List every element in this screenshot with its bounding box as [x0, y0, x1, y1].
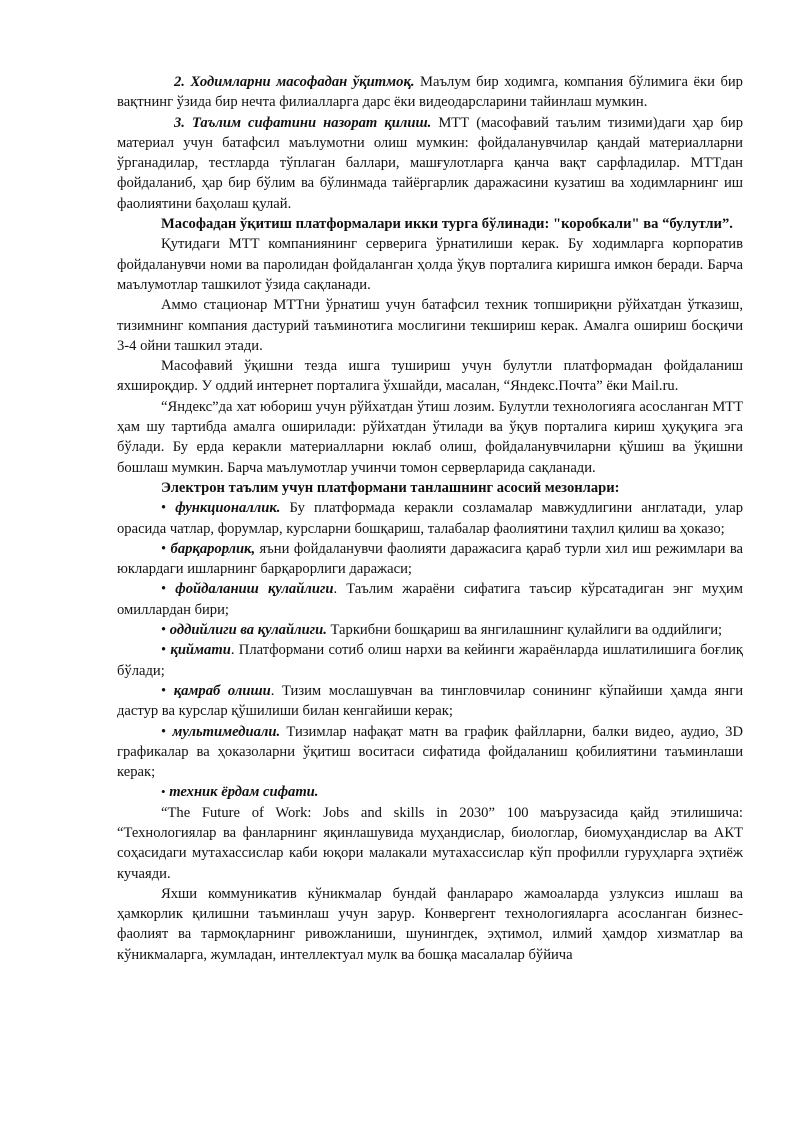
criterion-term: мультимедиали. — [172, 723, 281, 740]
bullet-icon: • — [161, 642, 167, 659]
bullet-icon: • — [161, 622, 167, 639]
paragraph-quality-control — [117, 113, 743, 214]
bullet-icon: • — [161, 784, 166, 800]
criterion-term: қамраб олиши — [173, 682, 271, 699]
criterion-term: функционаллик. — [175, 500, 281, 517]
bullet-icon: • — [161, 682, 167, 699]
criterion-item — [117, 620, 743, 640]
paragraph-cloud-platform: Масофавий ўқишни тезда ишга тушириш учун булутли платформадан фойдаланиш яхшироқдир. У оддий интернет порталига ўхшайди, масалан, “Яндекс.Почта” ёки Mail.ru. — [117, 358, 743, 395]
bullet-icon: • — [161, 723, 167, 740]
criterion-term: барқарорлик, — [170, 540, 256, 557]
paragraph-communication-skills: Яхши коммуникатив кўникмалар бундай фанлараро жамоаларда узлуксиз ишлаш ва ҳамкорлик қилишни таъминлаш учун зарур. Конвергент технологияларга асосланган бизнес-фаолият ва тармоқларнинг ривожланиши, шунингдек, эҳтимол, илмий ҳамдор хизматлар ва кўникмаларга, жумладан, интеллектуал мулк ва бошқа масалалар бўйича — [117, 885, 743, 963]
criterion-item — [117, 539, 743, 580]
criterion-text: Таркибни бошқариш ва янгилашнинг қулайлиги ва оддийлиги; — [326, 622, 723, 639]
bullet-icon: • — [161, 581, 167, 598]
criterion-text: яъни фойдаланувчи фаолияти даражасига қараб турли хил иш режимлари ва юклардаги ишларнинг барқарорлиги даражаси; — [117, 540, 744, 578]
criterion-item — [117, 579, 743, 620]
criterion-term: фойдаланиш қулайлиги — [175, 581, 334, 598]
criterion-term: техник ёрдам сифати. — [169, 784, 319, 801]
paragraph-stationary-lms: Аммо стационар МТТни ўрнатиш учун батафсил техник топшириқни рўйхатдан ўтказиш, тизимнинг компания дастурий таъминотига мослигини текшириш керак. Амалга ошириш босқичи 3-4 ойни ташкил этади. — [117, 297, 743, 354]
document-page — [117, 72, 743, 965]
criterion-text: Бу платформада керакли созламалар мавжудлигини англатади, улар орасида чатлар, форумлар, курсларни бошқариш, талабалар фаолиятини таҳлил қилиш ва ҳоказо; — [117, 500, 743, 537]
bullet-icon: • — [161, 500, 167, 517]
paragraph-boxed-lms: Қутидаги МТТ компаниянинг серверига ўрнатилиши керак. Бу ходимларга корпоратив фойдаланувчи номи ва паролидан фойдаланган ҳолда ўқув порталига киришга имкон беради. Барча маълумотлар ташкилот ўзида сақланади. — [117, 236, 743, 293]
section-heading-criteria: Электрон таълим учун платформани танлашнинг асосий мезонлари: — [161, 479, 620, 496]
paragraph-text: МТТ (масофавий таълим тизими)даги ҳар бир материал учун батафсил маълумотни олиш мумкин: фойдаланувчилар қандай материалларни ўрганадилар, тестларда тўплаган баллари, машғулотларга қанча вақт сарфладилар. МТТдан фойдаланиб, ҳар бир бўлим ва бўлинмада тайёргарлик даражасини кузатиш ва ходимларнинг иш фаолиятини баҳолаш қулай. — [117, 114, 744, 212]
criterion-term: оддийлиги ва қулайлиги. — [169, 622, 327, 639]
paragraph-yandex-example: “Яндекс”да хат юбориш учун рўйхатдан ўтиш лозим. Булутли технологияга асосланган МТТ ҳам шу тартибда амалга оширилади: рўйхатдан ўтилади ва ўқув порталига кириш ҳуқуқига эга бўлади. Бу ерда керакли материалларни юклаб олиш, фойдаланувчиларни қўшиш ва ўқишни бошлаш мумкин. Барча маълумотлар учинчи томон серверларида сақланади. — [117, 398, 743, 476]
criterion-text: . Тизим мослашувчан ва тингловчилар сонининг кўпайиши ҳамда янги дастур ва курслар қўшилиши билан кенгайиши керак; — [117, 682, 744, 720]
criterion-text: . Платформани сотиб олиш нархи ва кейинги жараёнларда ишлатилишига боғлиқ бўлади; — [117, 642, 743, 679]
paragraph-future-of-work: “The Future of Work: Jobs and skills in 2030” 100 маърузасида қайд этилишича: “Технологиялар ва фанларнинг яқинлашувида муҳандислар, биологлар, биомуҳандислар ва АКТ соҳасидаги мутахассислар каби юқори малакали мутахассислар кўп профилли гуруҳларга эҳтиёж кучаяди. — [117, 804, 743, 882]
paragraph-lead: 2. Ходимларни масофадан ўқитмоқ. — [174, 74, 415, 90]
paragraph-lead: 3. Таълим сифатини назорат қилиш. — [174, 114, 432, 131]
paragraph-remote-training — [117, 72, 743, 113]
criterion-item — [117, 640, 743, 681]
criterion-item — [117, 782, 743, 802]
bullet-icon: • — [161, 540, 167, 557]
criterion-text: Тизимлар нафақат матн ва график файлларни, балки видео, аудио, 3D графикалар ва ҳоказоларни ўқитиш воситаси сифатида фойдаланиш қобилиятини таъминлаши керак; — [117, 723, 743, 781]
criterion-item — [117, 498, 743, 539]
criterion-text: . Таълим жараёни сифатига таъсир кўрсатадиган энг муҳим омиллардан бири; — [117, 581, 744, 618]
criterion-item — [117, 681, 743, 722]
section-heading-platform-types: Масофадан ўқитиш платформалари икки турга бўлинади: "коробкали" ва “булутли”. — [161, 216, 733, 233]
paragraph-text: Маълум бир ходимга, компания бўлимига ёки бир вақтнинг ўзида бир нечта филиалларга дарс ёки видеодарсларини тайинлаш мумкин. — [117, 74, 743, 111]
criterion-item — [117, 722, 743, 783]
criterion-term: қиймати — [170, 642, 231, 659]
